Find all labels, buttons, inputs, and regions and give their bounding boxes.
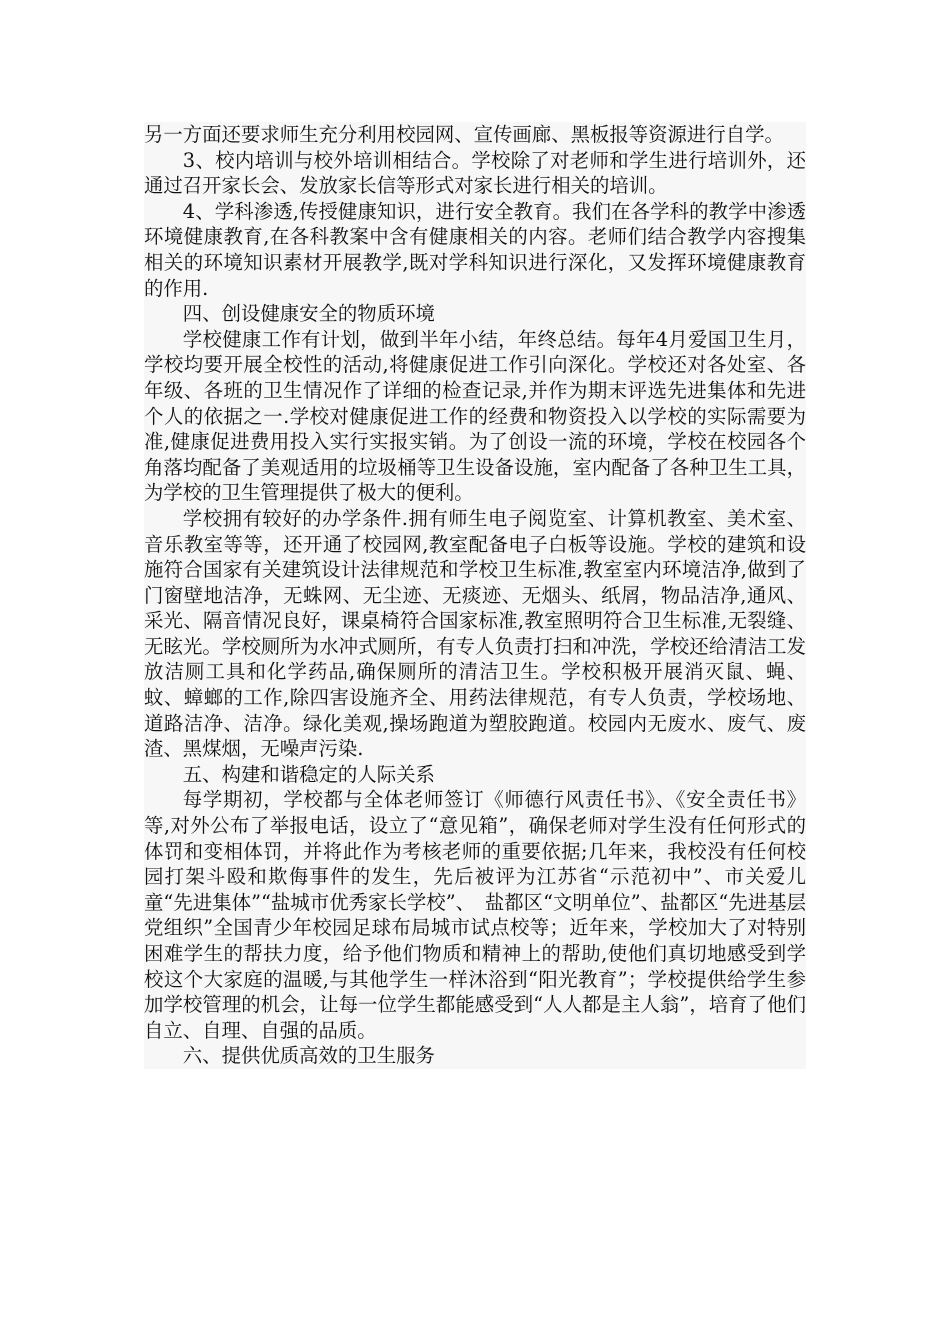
paragraph-relations: 每学期初，学校都与全体老师签订《师德行风责任书》、《安全责任书》等,对外公布了举报电话，设立了“意见箱”，确保老师对学生没有任何形式的体罚和变相体罚，并将此作为考核老师的重要依据;几年来，我校没有任何校园打架斗殴和欺侮事件的发生，先后被评为江苏省“示范初中”、市关爱儿童“先进集体”“盐城市优秀家长学校”、 盐都区“文明单位”、盐都区“先进基层党组织”全国青少年校园足球布局城市试点校等；近年来，学校加大了对特别困难学生的帮扶力度，给予他们物质和精神上的帮助,使他们真切地感受到学校这个大家庭的温暖,与其他学生一样沐浴到“阳光教育”；学校提供给学生参加学校管理的机会，让每一位学生都能感受到“人人都是主人翁”，培育了他们自立、自理、自强的品质。: [144, 788, 806, 1042]
paragraph-health-plan: 学校健康工作有计划，做到半年小结，年终总结。每年4月爱国卫生月，学校均要开展全校性的活动,将健康促进工作引向深化。学校还对各处室、各年级、各班的卫生情况作了详细的检查记录,并作为期末评选先进集体和先进个人的依据之一.学校对健康促进工作的经费和物资投入以学校的实际需要为准,健康促进费用投入实行实报实销。为了创设一流的环境，学校在校园各个角落均配备了美观适用的垃圾桶等卫生设备设施，室内配备了各种卫生工具，为学校的卫生管理提供了极大的便利。: [144, 327, 806, 505]
paragraph-item-3: 3、校内培训与校外培训相结合。学校除了对老师和学生进行培训外，还通过召开家长会、发放家长信等形式对家长进行相关的培训。: [144, 148, 806, 198]
paragraph-facilities: 学校拥有较好的办学条件.拥有师生电子阅览室、计算机教室、美术室、音乐教室等等，还开通了校园网,教室配备电子白板等设施。学校的建筑和设施符合国家有关建筑设计法律规范和学校卫生标准,教室室内环境洁净,做到了门窗壁地洁净，无蛛网、无尘迹、无痰迹、无烟头、纸屑，物品洁净,通风、采光、隔音情况良好，课桌椅符合国家标准,教室照明符合卫生标准,无裂缝、无眩光。学校厕所为水冲式厕所，有专人负责打扫和冲洗，学校还给清洁工发放洁厕工具和化学药品,确保厕所的清洁卫生。学校积极开展消灭鼠、蝇、蚊、蟑螂的工作,除四害设施齐全、用药法律规范，有专人负责，学校场地、道路洁净、洁净。绿化美观,操场跑道为塑胶跑道。校园内无废水、废气、废渣、黑煤烟，无噪声污染.: [144, 506, 806, 761]
section-heading-6: 六、提供优质高效的卫生服务: [182, 1044, 435, 1068]
document-body: [144, 122, 806, 1069]
section-heading-4: 四、创设健康安全的物质环境: [182, 302, 435, 326]
section-heading-5: 五、构建和谐稳定的人际关系: [182, 762, 435, 786]
paragraph-continuation: 另一方面还要求师生充分利用校园网、宣传画廊、黑板报等资源进行自学。: [144, 123, 784, 146]
paragraph-item-4: 4、学科渗透,传授健康知识，进行安全教育。我们在各学科的教学中渗透环境健康教育,在各科教案中含有健康相关的内容。老师们结合教学内容搜集相关的环境知识素材开展教学,既对学科知识进行深化，又发挥环境健康教育的作用.: [144, 199, 806, 300]
